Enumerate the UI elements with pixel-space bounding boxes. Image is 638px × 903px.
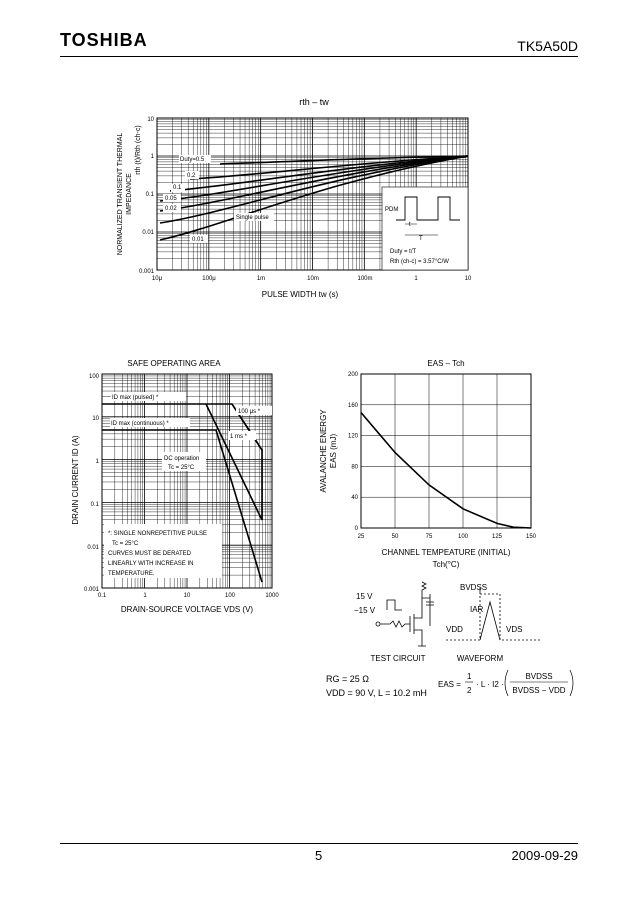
vdd-condition: VDD = 90 V, L = 10.2 mH [326,688,427,698]
rth-ylabel: NORMALIZED TRANSIENT THERMAL [117,132,124,256]
eas-xtick: 125 [491,534,503,540]
soa-xlabel: DRAIN-SOURCE VOLTAGE VDS (V) [120,605,254,614]
rth-ytick: 0.001 [138,269,154,275]
soa-ytick: 1 [95,459,99,465]
test-circuit-label: TEST CIRCUIT [370,654,426,663]
vds-label: VDS [506,625,523,634]
iar-label: IAR [470,605,484,614]
formula-den: BVDSS − VDD [512,686,566,695]
soa-xtick: 1000 [265,593,279,599]
rth-xtick: 100μ [202,276,216,282]
circuit-drawing [376,582,434,646]
soa-note: LINEARLY WITH INCREASE IN [108,561,194,567]
eas-ylabel: AVALANCHE ENERGY [319,409,328,493]
soa-note: CURVES MUST BE DERATED [108,551,192,557]
formula-eas: EAS = [438,680,461,689]
rth-ytick: 10 [147,117,154,123]
soa-ytick: 0.01 [87,545,99,551]
waveform-label: WAVEFORM [456,654,504,663]
soa-note: *: SINGLE NONREPETITIVE PULSE [108,531,208,537]
page-number: 5 [315,848,323,863]
formula-half-num: 1 [467,672,472,681]
eas-ytick: 200 [347,372,358,378]
soa-note: TEMPERATURE. [108,571,155,577]
soa-title: SAFE OPERATING AREA [127,359,221,368]
soa-annot: DC operation [164,456,200,462]
curve-label: Single pulse [236,215,269,221]
eas-xtick: 75 [425,534,433,540]
soa-ytick: 10 [92,416,99,422]
soa-xtick: 10 [183,593,191,599]
curve-label: 0.01 [192,237,204,243]
rth-ylabel: rth (t)/Rth (ch-c) [135,125,142,175]
soa-note: Tc = 25°C [112,541,139,547]
footer-rule [60,843,578,844]
soa-annot: 1 ms * [230,434,248,440]
formula-half-den: 2 [467,686,472,695]
v-neg: −15 V [354,606,376,615]
eas-grid [361,374,531,528]
rth-ytick: 0.01 [142,230,154,236]
eas-xtick: 25 [357,534,365,540]
inset-duty: Duty = t/T [390,249,417,255]
eas-xtick: 100 [457,534,469,540]
test-circuit-waveform [340,580,580,670]
part-number: TK5A50D [517,38,578,54]
formula-num: BVDSS [525,672,553,681]
eas-ylabel: EAS (mJ) [329,433,338,469]
eas-xtick: 150 [525,534,537,540]
formula-li2: · L · I2 · [476,680,504,689]
rth-xlabel: PULSE WIDTH tw (s) [261,290,339,299]
eas-xtick: 50 [391,534,399,540]
soa-ylabel: DRAIN CURRENT ID (A) [71,435,80,525]
rth-inset [382,187,468,270]
curve-label: 0.02 [165,206,177,212]
inset-pdm: PDM [385,207,399,213]
curve-label: Duty=0.5 [180,157,205,163]
rth-ylabel: IMPEDANCE [126,173,133,215]
soa-annot: Tc = 25°C [168,465,195,471]
inset-t: t [409,222,411,228]
eas-tch-chart [316,352,551,577]
rth-title: rth – tw [299,97,329,107]
bvdss-label: BVDSS [460,583,488,592]
rth-xtick: 10m [307,276,319,282]
rth-xtick: 10 [464,276,472,282]
date: 2009-09-29 [511,848,578,863]
soa-ytick: 0.1 [90,502,99,508]
rth-xtick: 100m [357,276,373,282]
v-pos: 15 V [356,592,373,601]
soa-chart [66,352,316,627]
rth-tw-chart [100,90,500,305]
soa-annot: ID max (pulsed) * [112,395,159,401]
curve-label: 0.1 [173,185,182,191]
eas-xlabel: CHANNEL TEMPEATURE (INITIAL) [381,548,511,557]
eas-ytick: 120 [347,433,358,440]
header-rule [60,56,578,57]
eas-xlabel: Tch(°C) [432,560,460,569]
inset-rth: Rth (ch-c) = 3.57°C/W [390,259,449,265]
curve-label: 0.2 [187,173,196,179]
eas-curve [361,413,531,529]
rth-xtick: 1m [256,276,266,282]
curve-label: 0.05 [165,196,177,202]
eas-ytick: 160 [347,402,358,409]
eas-title: EAS – Tch [427,359,465,368]
rth-ytick: 0.1 [145,192,154,198]
inset-T: T [419,236,423,242]
soa-annot: 100 μs * [238,409,261,415]
soa-xtick: 100 [224,593,236,599]
soa-ytick: 100 [88,374,99,380]
soa-ytick: 0.001 [83,587,99,593]
vdd-label: VDD [446,625,463,634]
rth-xtick: 10μ [151,276,163,282]
toshiba-logo: TOSHIBA [60,30,148,50]
eas-ytick: 80 [351,464,358,471]
eas-formula [436,666,576,702]
eas-ytick: 0 [354,526,358,532]
rth-ytick: 1 [150,154,154,160]
eas-ytick: 40 [351,495,358,502]
soa-xtick: 1 [143,593,147,599]
soa-xtick: 0.1 [97,593,107,599]
soa-annot: ID max (continuous) * [111,421,169,427]
rth-xtick: 1 [414,276,418,282]
rg-condition: RG = 25 Ω [326,674,369,684]
